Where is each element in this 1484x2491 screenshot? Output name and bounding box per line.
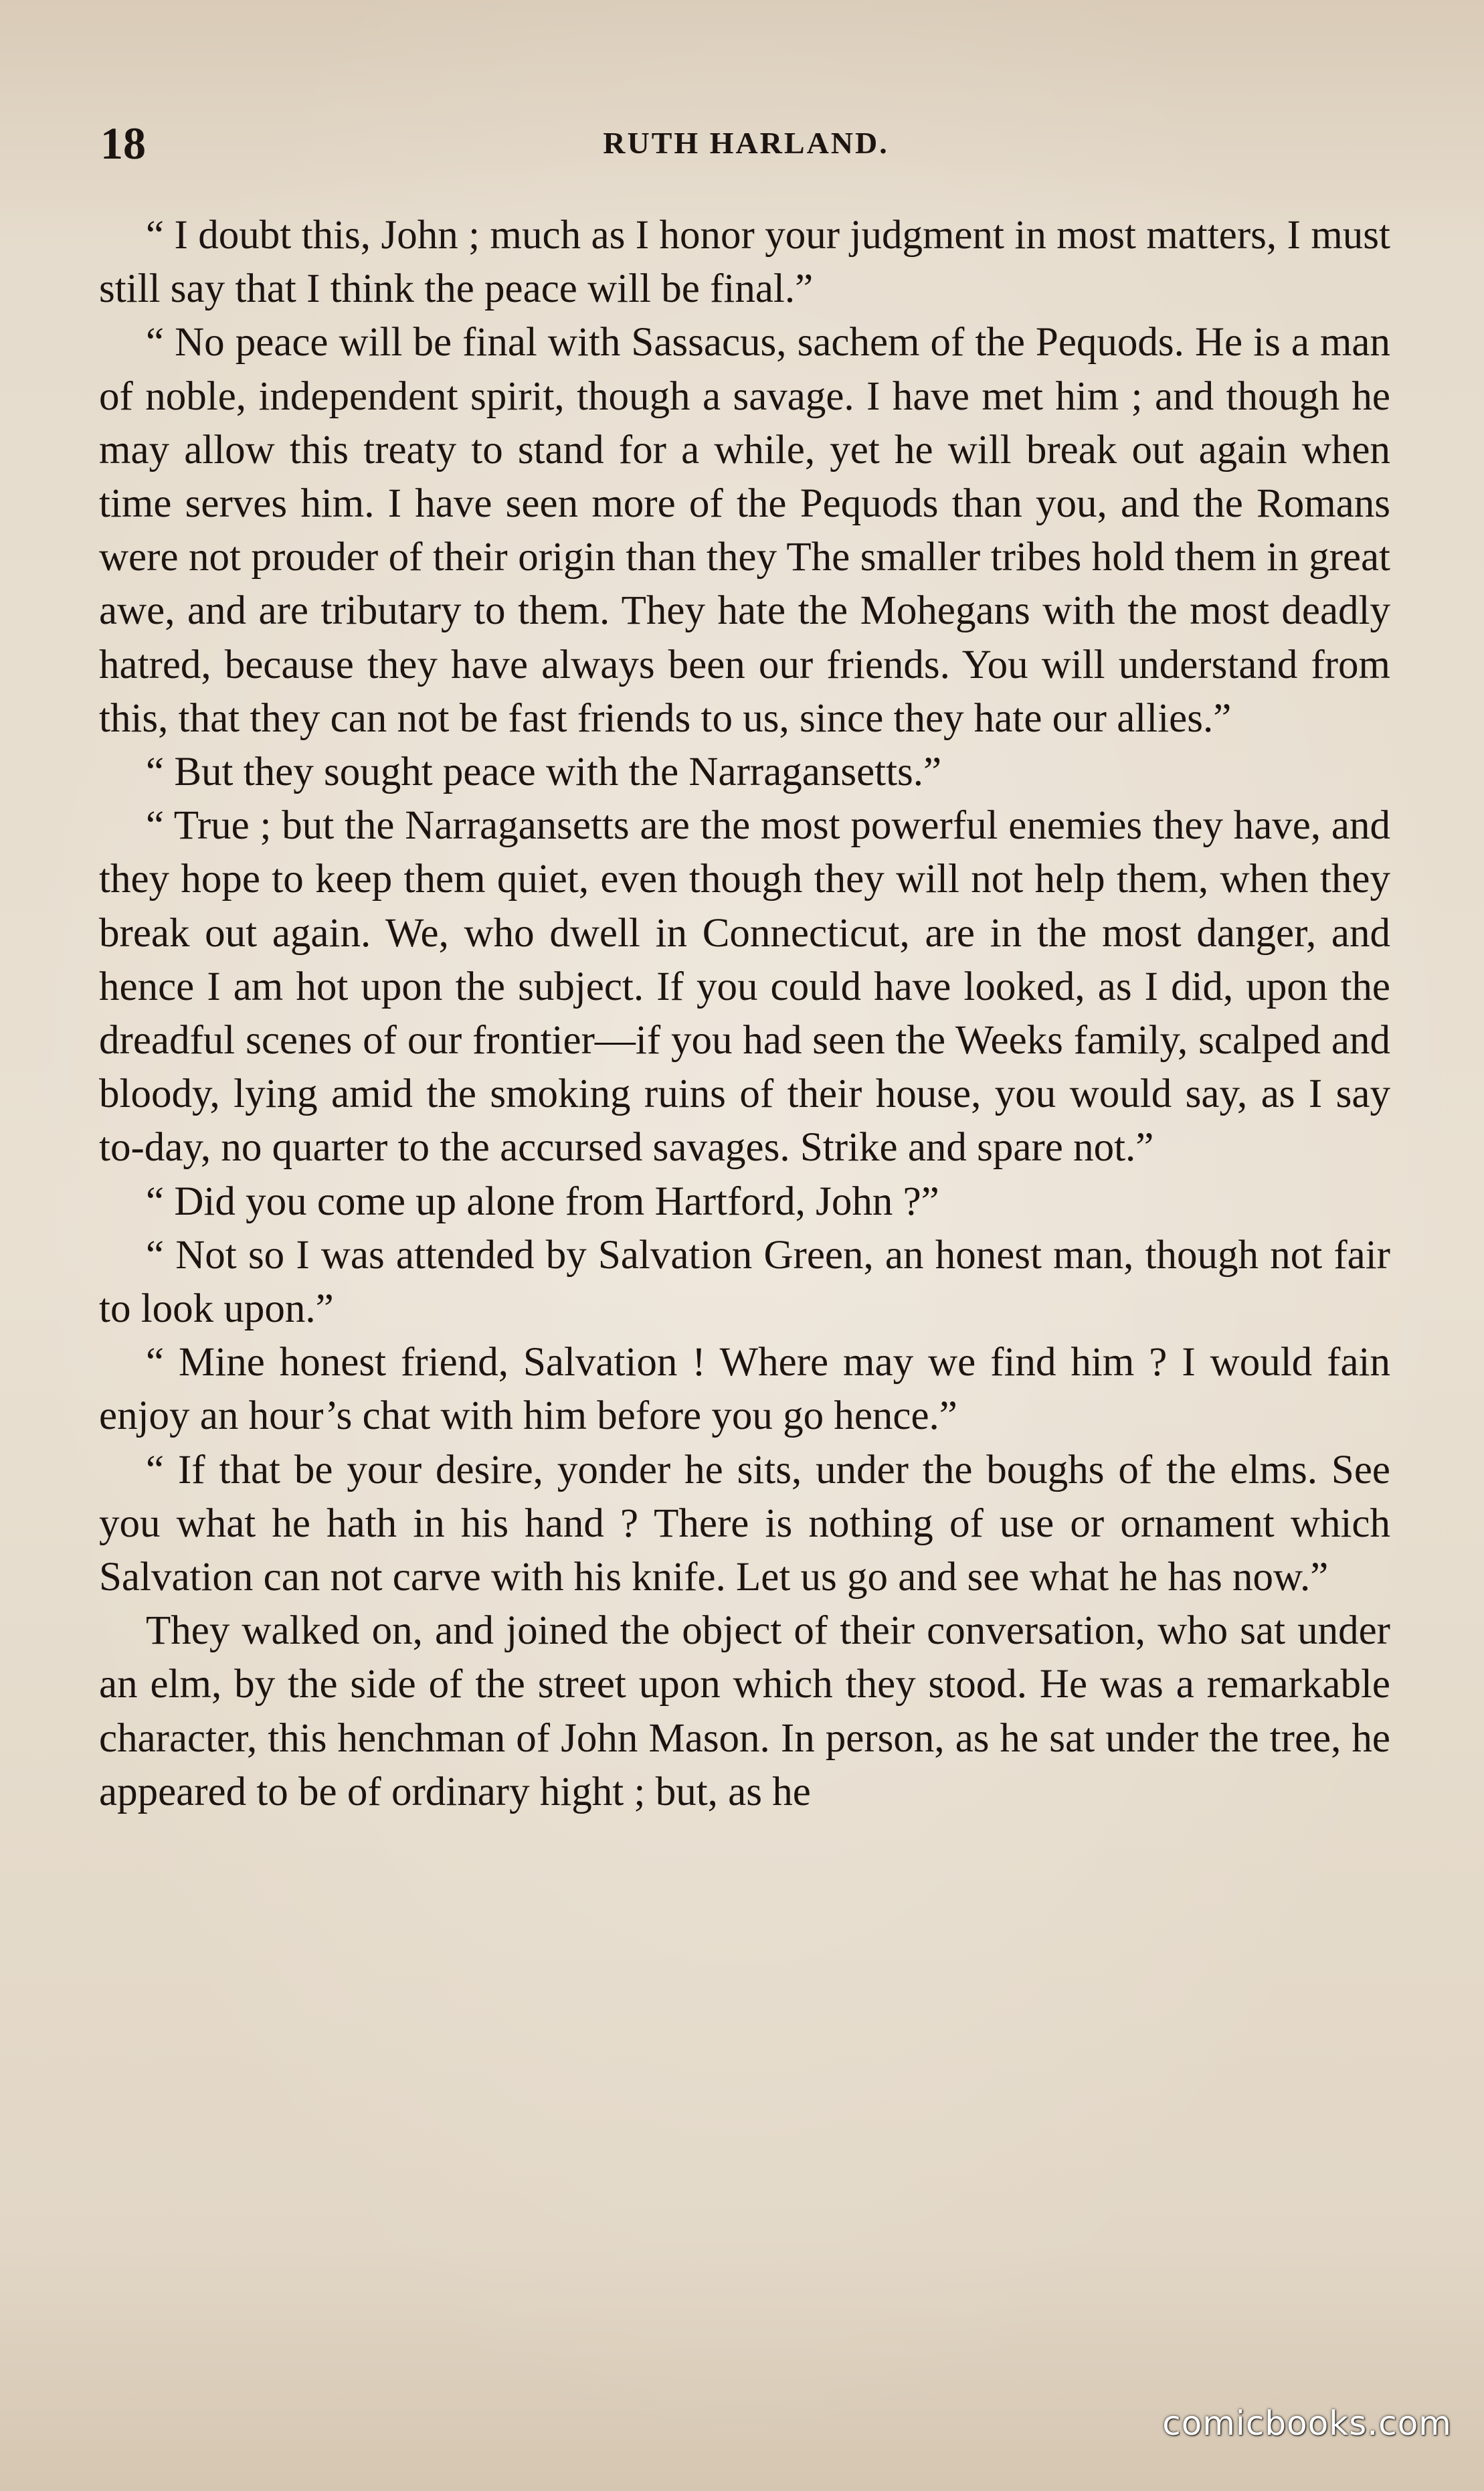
paragraph: “ If that be your desire, yonder he sits, under the boughs of the elms. See you what he hath in his hand ? There is nothing of use or ornament which Salvation can not carve with his knife. Let us go and see what he has now.”	[99, 1447, 1390, 1600]
running-title: RUTH HARLAND.	[603, 126, 889, 160]
paragraph: They walked on, and joined the object of their conversation, who sat under an elm, by the side of the street upon which they stood. He was a remarkable character, this henchman of John Mason. In person, as he sat under the tree, he appeared to be of ordinary hight ; but, as he	[99, 1608, 1390, 1814]
page-header	[100, 110, 1392, 177]
paragraph: “ I doubt this, John ; much as I honor your judgment in most matters, I must still say that I think the peace will be final.”	[99, 213, 1390, 312]
paragraph: “ Did you come up alone from Hartford, John ?”	[146, 1179, 939, 1224]
paragraph: “ Mine honest friend, Salvation ! Where may we find him ? I would fain enjoy an hour’s chat with him before you go hence.”	[99, 1340, 1390, 1439]
page-number: 18	[100, 118, 146, 169]
paragraph: “ No peace will be final with Sassacus, sachem of the Pequods. He is a man of noble, independent spirit, though a savage. I have met him ; and though he may allow this treaty to stand for a while, yet he will break out again when time serves him. I have seen more of the Pequods than you, and the Romans were not prouder of their origin than they The smaller tribes hold them in great awe, and are tributary to them. They hate the Mohegans with the most deadly hatred, because they have always been our friends. You will understand from this, that they can not be fast friends to us, since they hate our allies.”	[99, 320, 1390, 741]
watermark: comicbooks.com	[1162, 2404, 1452, 2443]
paragraph: “ Not so I was attended by Salvation Green, an honest man, though not fair to look upon.”	[99, 1232, 1390, 1332]
body-text	[99, 209, 1390, 1819]
paragraph: “ But they sought peace with the Narragansetts.”	[146, 750, 942, 795]
paragraph: “ True ; but the Narragansetts are the most powerful enemies they have, and they hope to keep them quiet, even though they will not help them, when they break out again. We, who dwell in Connecticut, are in the most danger, and hence I am hot upon the subject. If you could have looked, as I did, upon the dreadful scenes of our frontier—if you had seen the Weeks family, scalped and bloody, lying amid the smoking ruins of their house, you would say, as I say to-day, no quarter to the accursed savages. Strike and spare not.”	[99, 803, 1390, 1171]
